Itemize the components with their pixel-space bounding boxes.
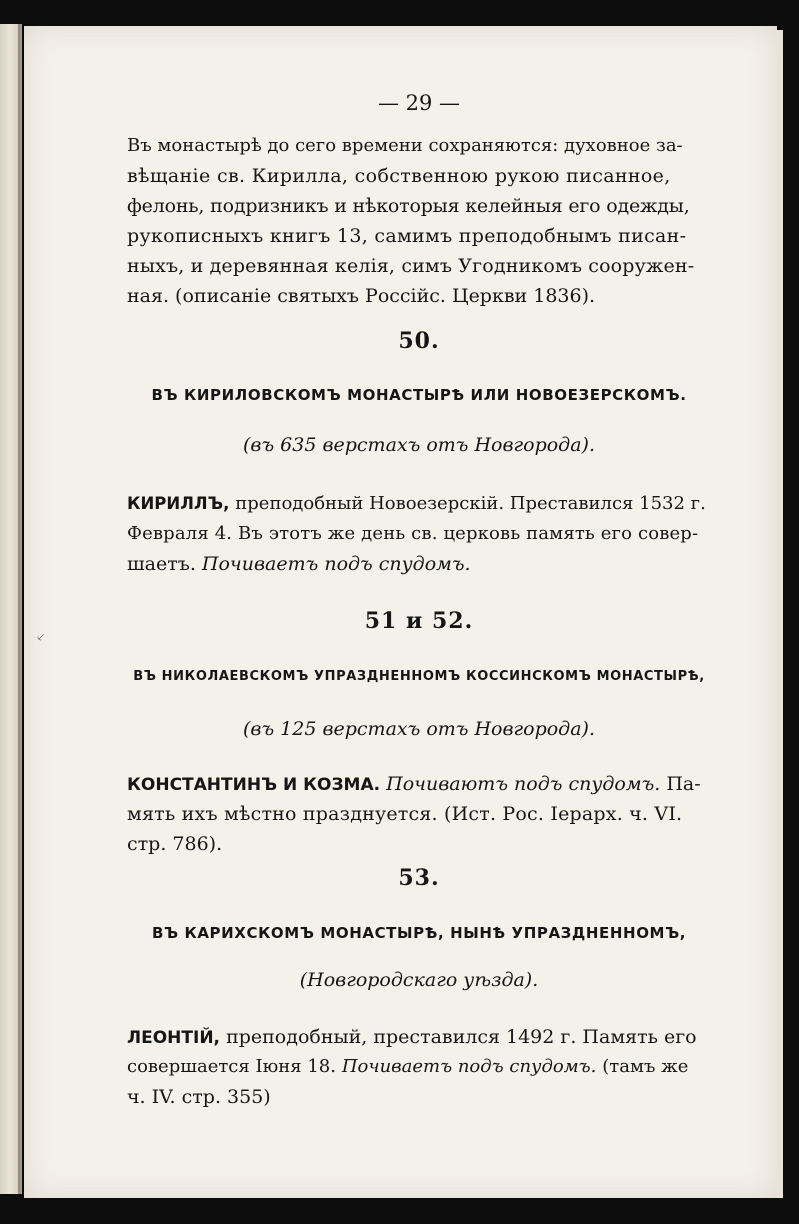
section-53-heading: ВЪ КАРИХСКОМЪ МОНАСТЫРѢ, НЫНѢ УПРАЗДНЕННОМЪ, — [151, 924, 687, 942]
intro-line-4: рукописныхъ книгъ 13, самимъ преподобнымъ писан- — [127, 225, 687, 247]
section-53-entry-text-1: преподобный, преставился 1492 г. Память его — [226, 1026, 697, 1048]
intro-line-2: вѣщаніе св. Кирилла, собственною рукою писанное, — [127, 165, 671, 187]
section-53-entry-line-1 — [127, 1022, 711, 1053]
section-number-53: 53. — [398, 865, 440, 891]
section-50-entry-text-1: преподобный Новоезерскій. Преставился 1532 г. — [235, 493, 706, 514]
section-51-52-entry-line-3: стр. 786). — [127, 833, 223, 855]
section-51-52-entry-line-1 — [127, 769, 711, 800]
section-51-52-heading: ВЪ НИКОЛАЕВСКОМЪ УПРАЗДНЕННОМЪ КОССИНСКОМЪ МОНАСТЫРѢ, — [133, 669, 705, 684]
intro-line-5: ныхъ, и деревянная келія, симъ Угодникомъ сооружен- — [127, 255, 695, 277]
saint-name-konstantin-kozma: КОНСТАНТИНЪ И КОЗМА. — [127, 775, 381, 795]
margin-mark-icon: ⸔ — [36, 630, 46, 644]
section-53-relics-note: Почиваетъ подъ спудомъ. — [341, 1056, 597, 1077]
section-53-location: (Новгородскаго уѣзда). — [299, 969, 539, 991]
saint-name-leontiy: ЛЕОНТІЙ, — [127, 1028, 221, 1048]
section-53-entry-text-2b: (тамъ же — [602, 1056, 689, 1077]
section-number-50: 50. — [398, 328, 440, 354]
section-number-51-52: 51 и 52. — [364, 608, 474, 634]
saint-name-kirill: КИРИЛЛЪ, — [127, 494, 230, 513]
intro-line-1: Въ монастырѣ до сего времени сохраняются: духовное за- — [127, 135, 683, 156]
section-51-52-relics-note: Почиваютъ подъ спудомъ. — [386, 773, 661, 795]
section-51-52-entry-text-1: Па- — [666, 773, 701, 795]
intro-line-3: фелонь, подризникъ и нѣкоторыя келейныя его одежды, — [127, 195, 690, 217]
section-50-location: (въ 635 верстахъ отъ Новгорода). — [242, 434, 596, 456]
section-51-52-location: (въ 125 верстахъ отъ Новгорода). — [242, 718, 596, 740]
intro-line-6: ная. (описаніе святыхъ Россійс. Церкви 1836). — [127, 285, 596, 307]
page-fore-edge — [777, 30, 783, 1198]
section-50-entry-text-3: шаетъ. — [127, 553, 196, 575]
section-50-entry-line-2: Февраля 4. Въ этотъ же день св. церковь память его совер- — [127, 523, 699, 544]
section-51-52-entry-line-2: мять ихъ мѣстно празднуется. (Ист. Рос. Іерарх. ч. VI. — [127, 803, 683, 825]
section-50-heading: ВЪ КИРИЛОВСКОМЪ МОНАСТЫРѢ ИЛИ НОВОЕЗЕРСКОМЪ. — [151, 386, 687, 404]
section-53-entry-line-2 — [127, 1052, 711, 1082]
section-50-entry-line-1 — [127, 489, 711, 519]
section-50-relics-note: Почиваетъ подъ спудомъ. — [201, 553, 471, 575]
section-50-entry-line-3 — [127, 549, 711, 579]
section-53-entry-line-3: ч. IV. стр. 355) — [127, 1086, 271, 1108]
section-53-entry-text-2: совершается Іюня 18. — [127, 1056, 336, 1077]
page-number: — 29 — — [377, 91, 461, 115]
